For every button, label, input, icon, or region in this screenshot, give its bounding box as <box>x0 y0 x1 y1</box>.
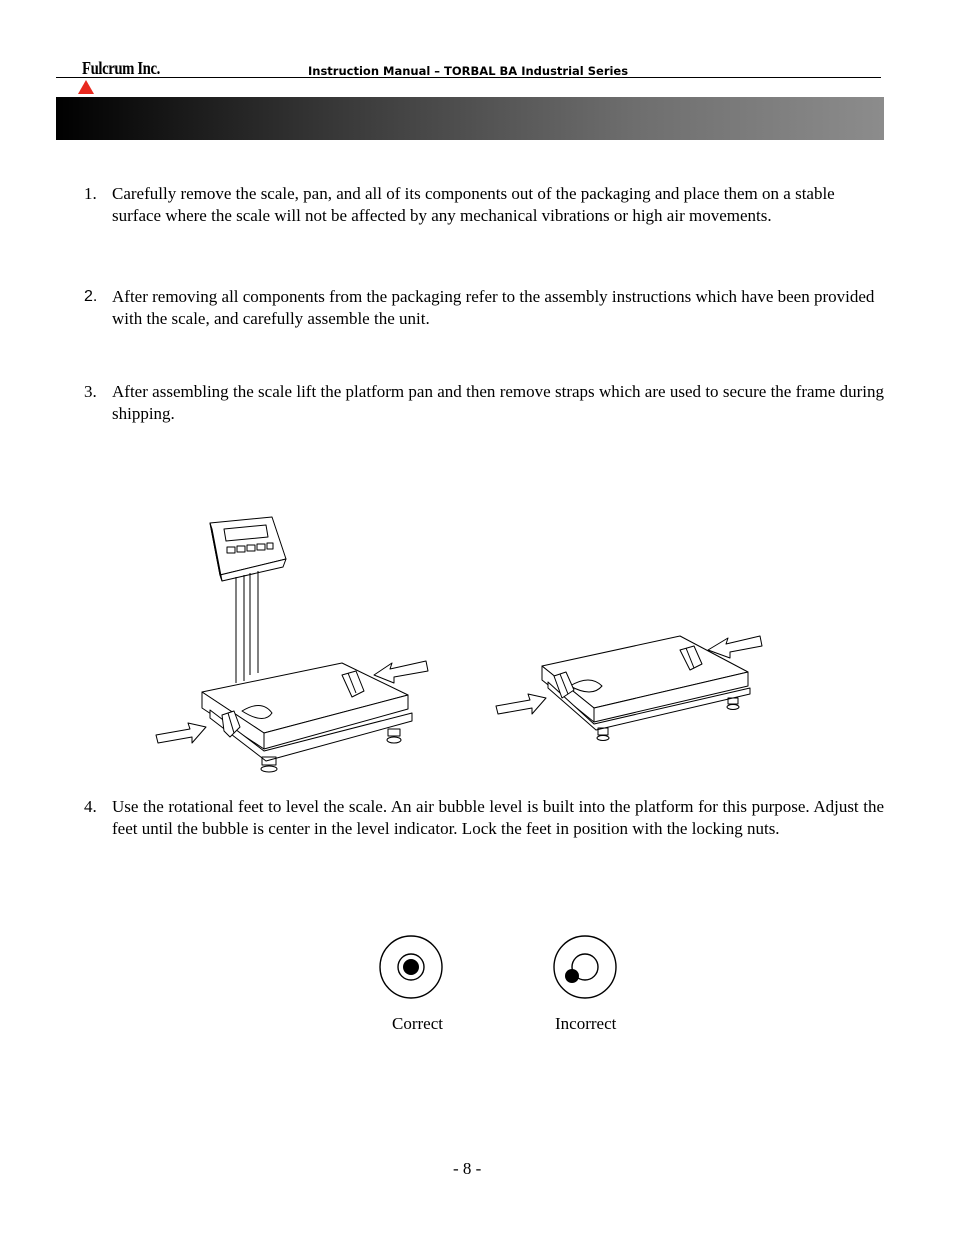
level-correct-icon <box>378 934 444 1000</box>
step-number: 2. <box>84 288 98 305</box>
correct-caption: Correct <box>392 1014 443 1033</box>
step-text: Carefully remove the scale, pan, and all of its components out of the packaging and place them on a stable surface where the scale will not be affected by any mechanical vibrations or high air movements. <box>112 184 835 225</box>
incorrect-caption: Incorrect <box>555 1014 617 1033</box>
step-2 <box>84 286 884 329</box>
step-3 <box>84 381 884 424</box>
step-number: 4. <box>84 797 97 816</box>
logo-triangle-icon <box>78 80 94 94</box>
company-logo: Fulcrum Inc. <box>82 58 160 78</box>
section-banner <box>56 97 884 140</box>
level-incorrect-icon <box>552 934 618 1000</box>
header-divider <box>56 77 881 78</box>
step-4 <box>84 796 884 839</box>
step-1 <box>84 183 884 226</box>
step-text: Use the rotational feet to level the scale. An air bubble level is built into the platform for this purpose. Adjust the feet until the bubble is center in the level indicator. Lock the feet in position with the locking nuts. <box>112 797 884 838</box>
page-number: - 8 - <box>453 1159 482 1178</box>
header-title: Instruction Manual – TORBAL BA Industrial Series <box>308 64 629 78</box>
step-text: After removing all components from the packaging refer to the assembly instructions which have been provided with the scale, and carefully assemble the unit. <box>112 287 875 328</box>
step-text: After assembling the scale lift the platform pan and then remove straps which are used to secure the frame during shipping. <box>112 382 884 423</box>
step-number: 1. <box>84 184 97 203</box>
platform-illustration <box>494 630 766 750</box>
step-number: 3. <box>84 382 97 401</box>
scale-with-indicator-illustration <box>150 515 440 777</box>
